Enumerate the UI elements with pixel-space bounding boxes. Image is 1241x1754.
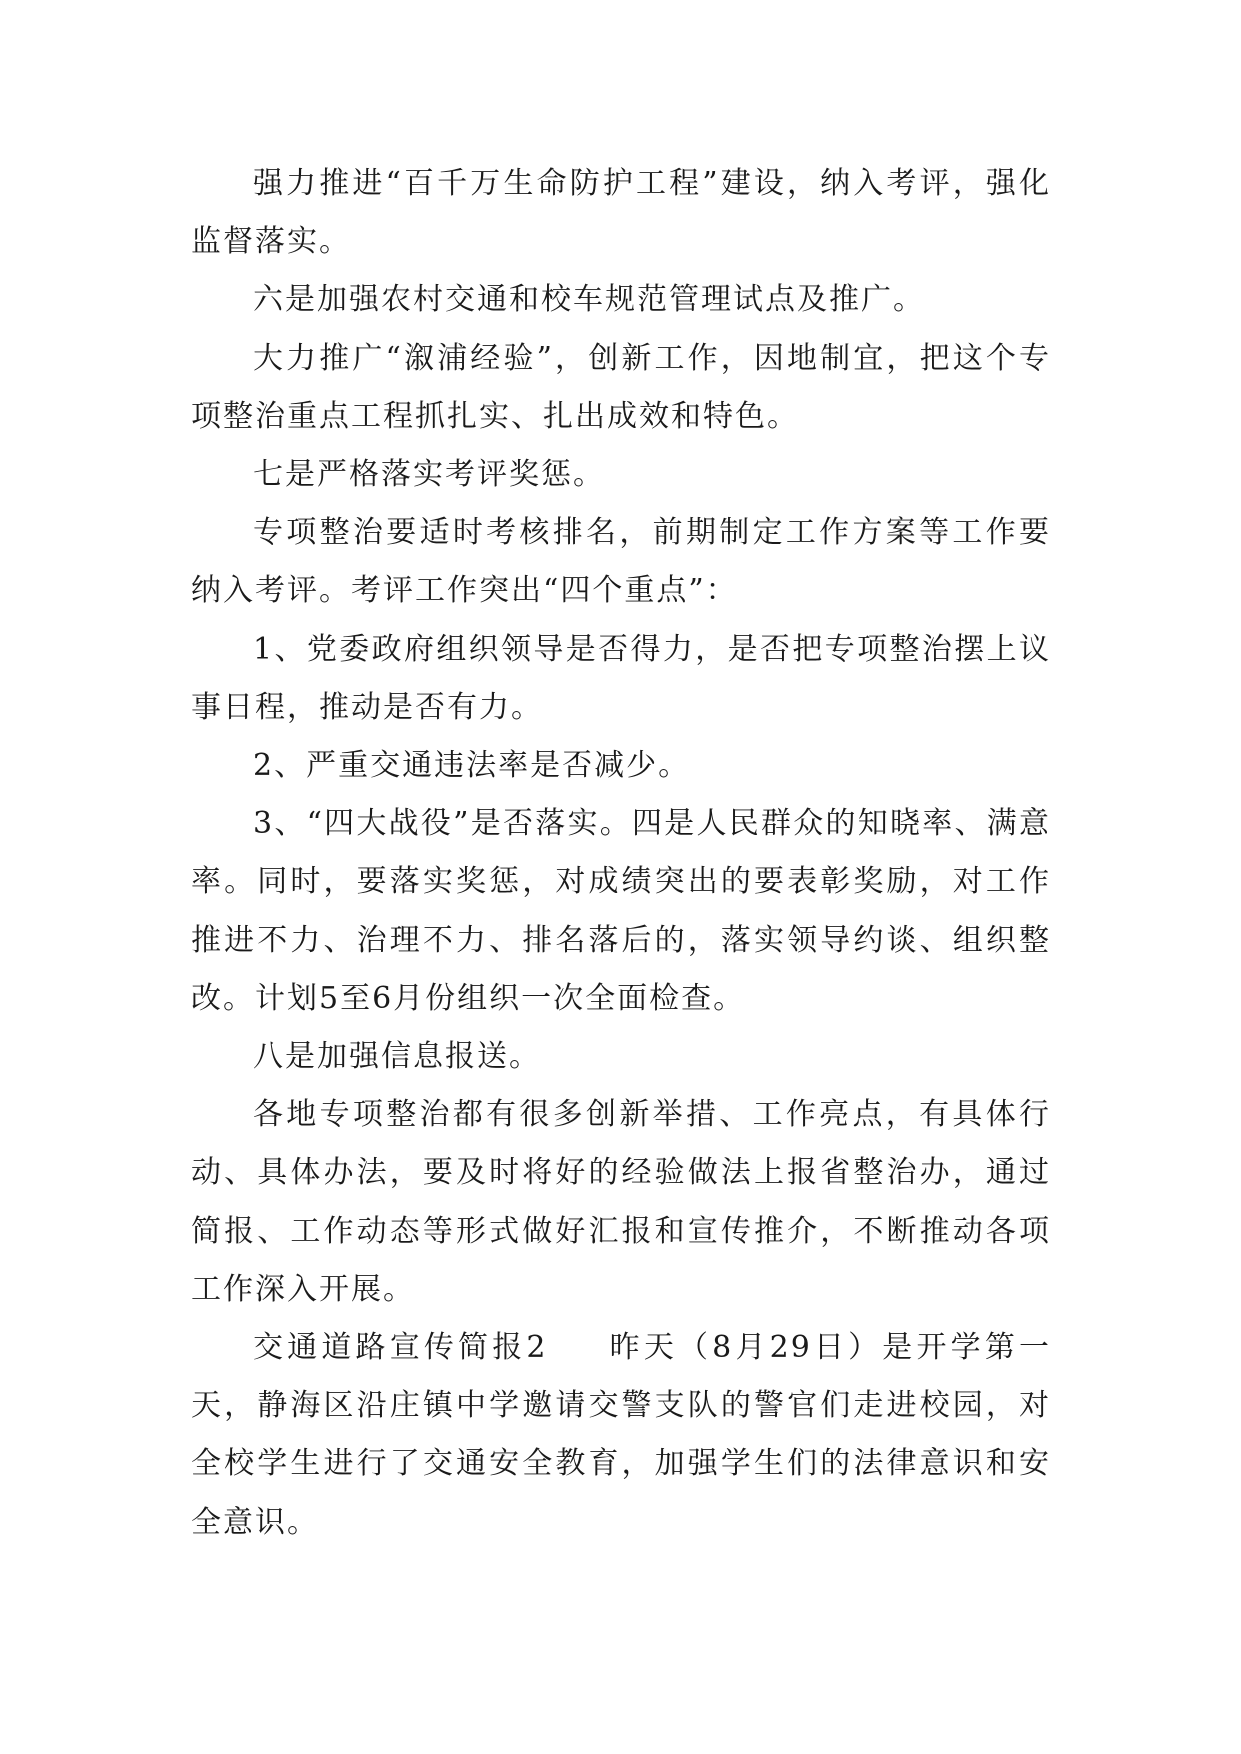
paragraph: 专项整治要适时考核排名，前期制定工作方案等工作要纳入考评。考评工作突出“四个重点”： xyxy=(191,515,1051,609)
paragraph: 强力推进“百千万生命防护工程”建设，纳入考评，强化监督落实。 xyxy=(191,166,1051,260)
paragraph: 1、党委政府组织领导是否得力，是否把专项整治摆上议事日程，推动是否有力。 xyxy=(191,631,1051,725)
paragraph: 3、“四大战役”是否落实。四是人民群众的知晓率、满意率。同时，要落实奖惩，对成绩突出的要表彰奖励，对工作推进不力、治理不力、排名落后的，落实领导约谈、组织整改。计划5至6月份组织一次全面检查。 xyxy=(191,806,1051,1016)
paragraph: 2、严重交通违法率是否减少。 xyxy=(253,748,691,784)
section-heading: 交通道路宣传简报2 xyxy=(253,1330,548,1366)
final-paragraph xyxy=(191,1319,1051,1552)
paragraph: 八是加强信息报送。 xyxy=(253,1039,541,1075)
section-body: 昨天（8月29日）是开学第一天，静海区沿庄镇中学邀请交警支队的警官们走进校园，对全校学生进行了交通安全教育，加强学生们的法律意识和安全意识。 xyxy=(191,1330,1051,1540)
paragraph: 六是加强农村交通和校车规范管理试点及推广。 xyxy=(253,282,925,318)
paragraph: 各地专项整治都有很多创新举措、工作亮点，有具体行动、具体办法，要及时将好的经验做法上报省整治办，通过简报、工作动态等形式做好汇报和宣传推介，不断推动各项工作深入开展。 xyxy=(191,1097,1051,1307)
document-body xyxy=(191,155,1051,1552)
paragraph: 七是严格落实考评奖惩。 xyxy=(253,457,605,493)
paragraph: 大力推广“溆浦经验”，创新工作，因地制宜，把这个专项整治重点工程抓扎实、扎出成效和特色。 xyxy=(191,340,1051,434)
